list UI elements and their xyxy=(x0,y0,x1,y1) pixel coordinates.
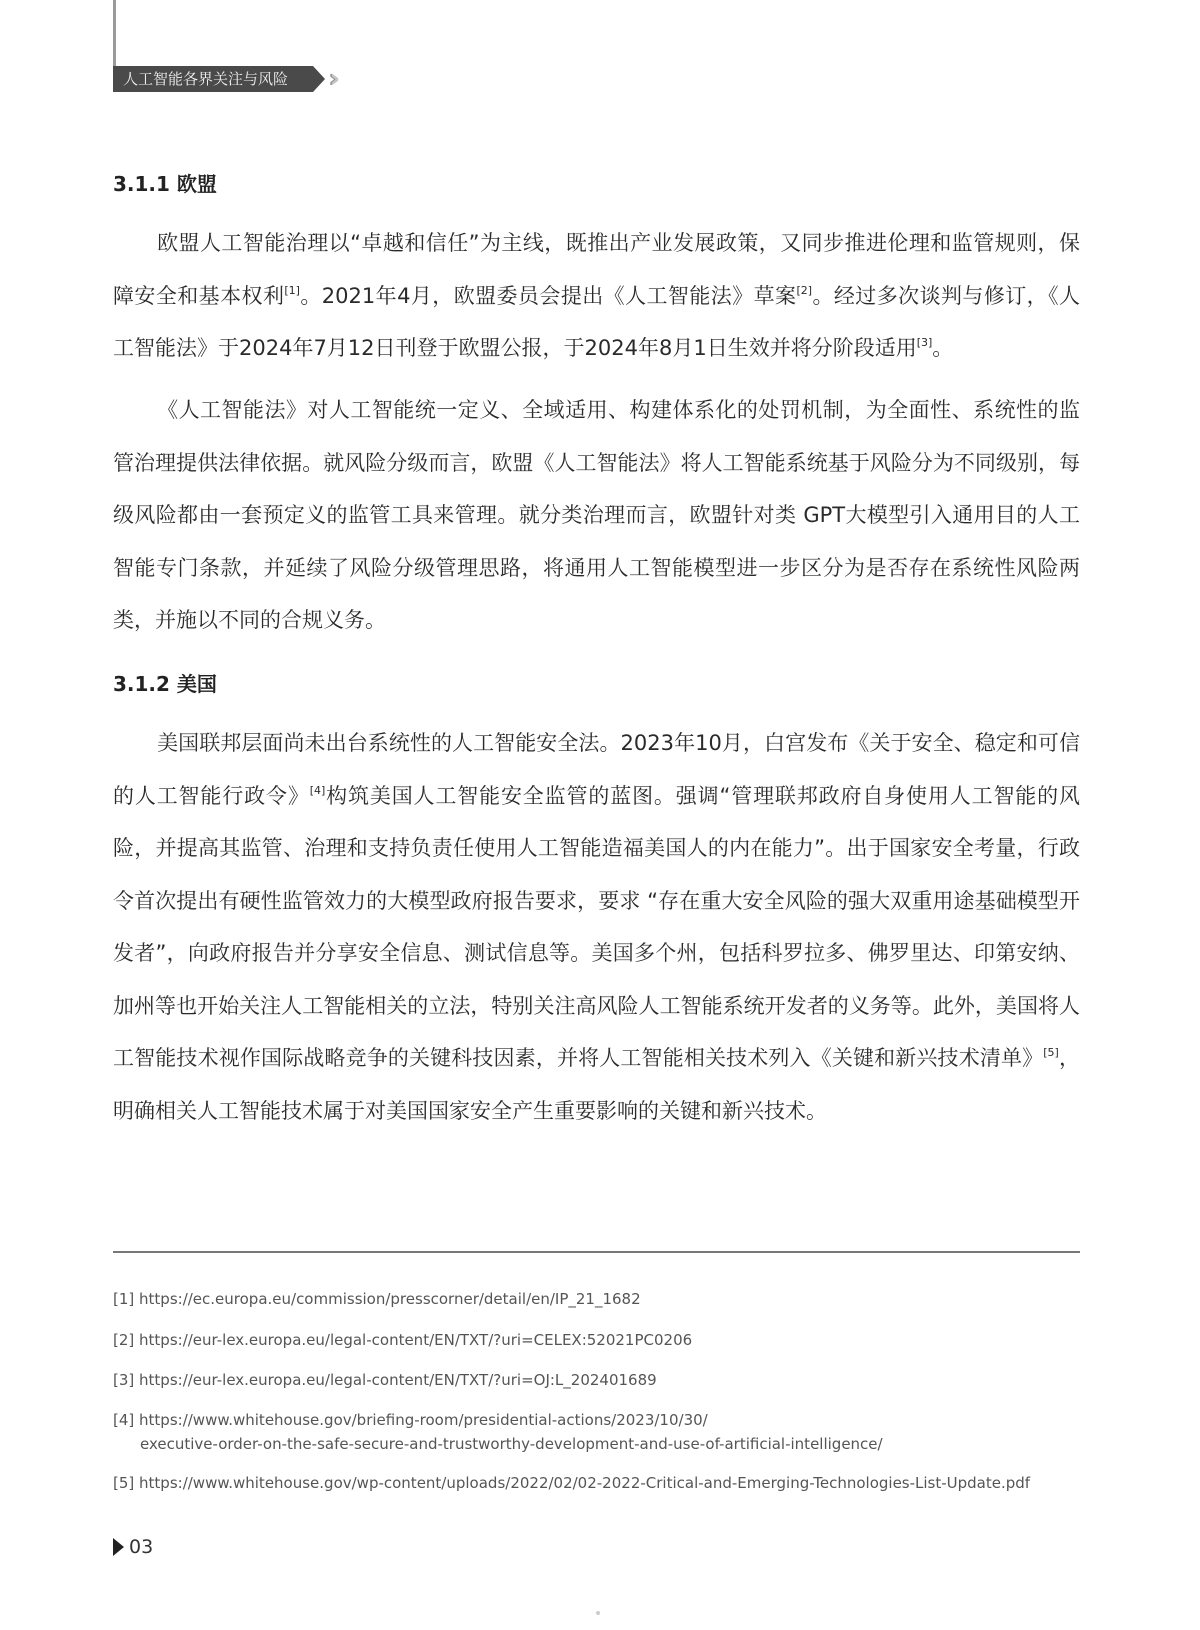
footnote-ref-3[interactable]: [3] xyxy=(916,336,933,349)
heading-us: 3.1.2 美国 xyxy=(113,672,217,696)
footnote-link[interactable]: https://www.whitehouse.gov/wp-content/uploads/2022/02/02-2022-Critical-and-Emerging-Technologies-List-Update.pdf xyxy=(139,1474,1031,1492)
footnote-ref-1[interactable]: [1] xyxy=(284,283,300,297)
header-band-arrow xyxy=(313,66,325,92)
footnote-5 xyxy=(113,1471,1030,1495)
text: 《人工智能法》对人工智能统一定义、全域适用、构建体系化的处罚机制，为全面性、系统性的监管治理提供法律依据。就风险分级而言，欧盟《人工智能法》将人工智能系统基于风险分为不同级别，每级风险都由一套预定义的监管工具来管理。就分类治理而言，欧盟针对类 GPT大模型引入通用目的人工智能专门条款，并延续了风险分级管理思路，将通用人工智能模型进一步区分为是否存在系统性风险两类，并施以不同的合规义务。 xyxy=(113,398,1080,632)
section-header-band: 人工智能各界关注与风险 xyxy=(113,66,313,92)
chevrons-icon: ››› xyxy=(328,64,331,94)
footnote-label: [4] xyxy=(113,1411,135,1429)
footnote-link[interactable]: https://ec.europa.eu/commission/presscorner/detail/en/IP_21_1682 xyxy=(139,1290,641,1308)
heading-eu: 3.1.1 欧盟 xyxy=(113,172,217,196)
paragraph-eu-1 xyxy=(113,217,1080,375)
footnote-ref-2[interactable]: [2] xyxy=(796,283,813,297)
footnote-divider xyxy=(113,1251,1080,1253)
footnote-link[interactable]: https://eur-lex.europa.eu/legal-content/EN/TXT/?uri=OJ:L_202401689 xyxy=(139,1371,657,1389)
page-indicator-dot xyxy=(596,1611,600,1615)
text: ，明确相关人工智能技术属于对美国国家安全产生重要影响的关键和新兴技术。 xyxy=(113,1046,1081,1123)
footnote-label: [1] xyxy=(113,1290,135,1308)
page-number xyxy=(113,1536,153,1558)
footnote-link-continued[interactable]: executive-order-on-the-safe-secure-and-trustworthy-development-and-use-of-artificial-intelligence/ xyxy=(140,1435,883,1453)
footnote-4 xyxy=(113,1408,883,1456)
text: 构筑美国人工智能安全监管的蓝图。强调“管理联邦政府自身使用人工智能的风险，并提高其监管、治理和支持负责任使用人工智能造福美国人的内在能力”。出于国家安全考量，行政令首次提出有硬性监管效力的大模型政府报告要求，要求 “存在重大安全风险的强大双重用途基础模型开发者”，向政府报告并分享安全信息、测试信息等。美国多个州，包括科罗拉多、佛罗里达、印第安纳、加州等也开始关注人工智能相关的立法，特别关注高风险人工智能系统开发者的义务等。此外，美国将人工智能技术视作国际战略竞争的关键科技因素，并将人工智能相关技术列入《关键和新兴技术清单》 xyxy=(113,783,1080,1070)
footnote-label: [5] xyxy=(113,1474,135,1492)
footnote-label: [2] xyxy=(113,1331,135,1349)
footnote-link[interactable]: https://eur-lex.europa.eu/legal-content/EN/TXT/?uri=CELEX:52021PC0206 xyxy=(139,1331,693,1349)
text: 。经过多次谈判与修订，《人工智能法》于2024年7月12日刊登于欧盟公报，于2024年8月1日生效并将分阶段适用 xyxy=(113,283,1081,360)
footnote-ref-4[interactable]: [4] xyxy=(309,783,326,797)
footnote-3 xyxy=(113,1368,657,1392)
footnote-label: [3] xyxy=(113,1371,135,1389)
footnote-link[interactable]: https://www.whitehouse.gov/briefing-room/presidential-actions/2023/10/30/ xyxy=(139,1411,708,1429)
header-vertical-rule xyxy=(113,0,116,72)
footnote-2 xyxy=(113,1328,692,1352)
page-number-text: 03 xyxy=(129,1536,154,1558)
text: 欧盟人工智能治理以“卓越和信任”为主线，既推出产业发展政策，又同步推进伦理和监管规则，保障安全和基本权利 xyxy=(113,231,1080,308)
text: 。2021年4月，欧盟委员会提出《人工智能法》草案 xyxy=(299,283,797,308)
text: 。 xyxy=(932,336,954,360)
text: 美国联邦层面尚未出台系统性的人工智能安全法。2023年10月，白宫发布《关于安全、稳定和可信的人工智能行政令》 xyxy=(113,731,1080,808)
triangle-icon xyxy=(113,1538,124,1556)
paragraph-us-1 xyxy=(113,717,1080,1137)
footnote-1 xyxy=(113,1287,641,1311)
footnote-ref-5[interactable]: [5] xyxy=(1043,1046,1059,1059)
paragraph-eu-2 xyxy=(113,384,1080,647)
